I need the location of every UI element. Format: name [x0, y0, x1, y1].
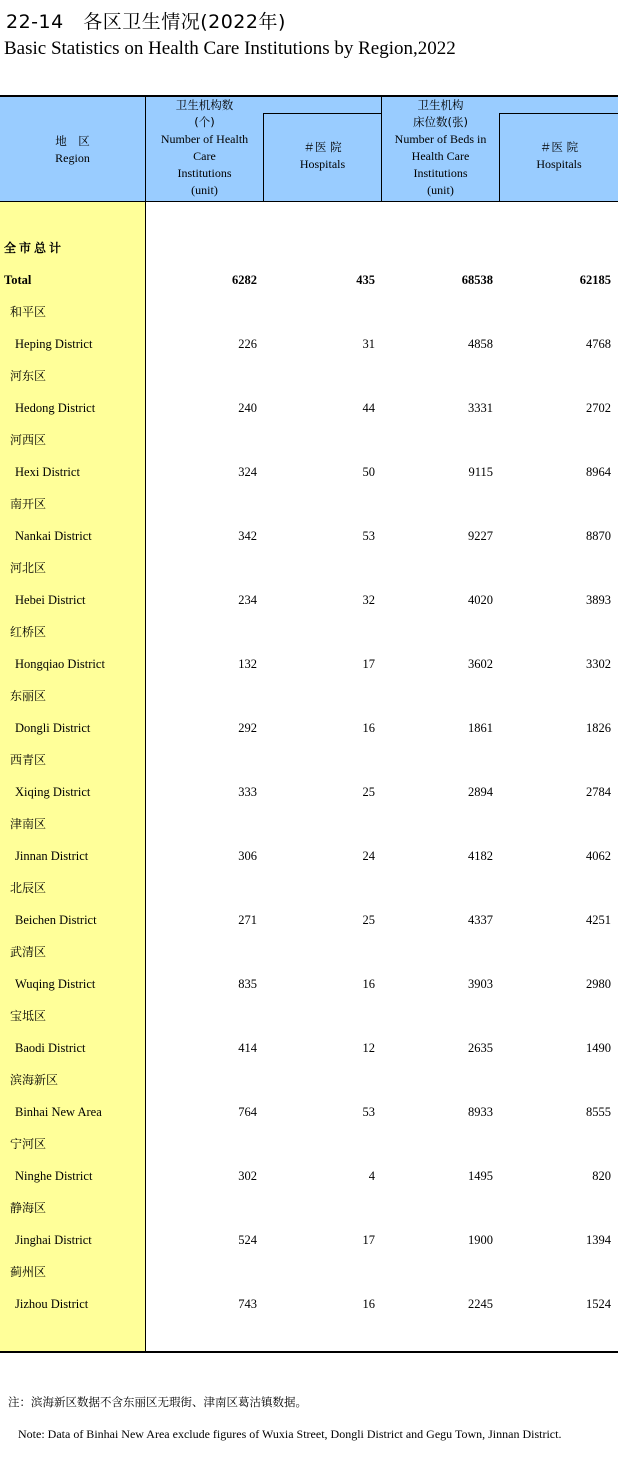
institutions-value: 324: [238, 465, 257, 479]
header-beds-en-3: Institutions: [413, 166, 468, 180]
district-name-cn: 河西区: [10, 433, 47, 447]
district-name-en: Hongqiao District: [15, 657, 105, 671]
hospitals-value: 31: [362, 337, 375, 351]
hospital-beds-value: 1490: [586, 1041, 611, 1055]
beds-value: 9227: [468, 529, 493, 543]
table-row: [0, 1102, 618, 1122]
hospital-beds-value: 8555: [586, 1105, 611, 1119]
hospital-beds-value: 1826: [586, 721, 611, 735]
table-row: [0, 334, 618, 354]
hospitals-value: 12: [362, 1041, 375, 1055]
hospitals-value: 16: [362, 1297, 375, 1311]
institutions-value: 414: [238, 1041, 257, 1055]
district-name-en: Ninghe District: [15, 1169, 93, 1183]
total-hospitals: 435: [356, 273, 375, 287]
beds-value: 4020: [468, 593, 493, 607]
total-label-row-cn: [0, 238, 618, 258]
beds-value: 8933: [468, 1105, 493, 1119]
district-name-cn: 宁河区: [10, 1137, 47, 1151]
hospitals-value: 53: [362, 1105, 375, 1119]
header-sub-rule-1: [263, 113, 381, 114]
beds-value: 3602: [468, 657, 493, 671]
header-hospitals-2-en: Hospitals: [536, 157, 582, 171]
district-label-row-cn: [0, 814, 618, 834]
district-label-row-cn: [0, 878, 618, 898]
hospitals-value: 53: [362, 529, 375, 543]
district-name-cn: 滨海新区: [10, 1073, 59, 1087]
statistics-table: [0, 95, 618, 1353]
beds-value: 2245: [468, 1297, 493, 1311]
hospitals-value: 44: [362, 401, 375, 415]
hospital-beds-value: 4062: [586, 849, 611, 863]
table-bottom-rule: [0, 1351, 618, 1353]
district-name-en: Hebei District: [15, 593, 86, 607]
district-label-row-cn: [0, 558, 618, 578]
beds-value: 2894: [468, 785, 493, 799]
table-row: [0, 1230, 618, 1250]
district-name-en: Jizhou District: [15, 1297, 89, 1311]
hospital-beds-value: 8870: [586, 529, 611, 543]
table-title-english: Basic Statistics on Health Care Institutions by Region,2022: [4, 38, 456, 59]
hospitals-value: 17: [362, 657, 375, 671]
table-top-rule: [0, 95, 618, 97]
header-hospitals-1: [264, 139, 381, 173]
institutions-value: 302: [238, 1169, 257, 1183]
table-row: [0, 974, 618, 994]
hospital-beds-value: 1394: [586, 1233, 611, 1247]
district-name-en: Wuqing District: [15, 977, 96, 991]
header-institutions-unit-cn: (个): [194, 115, 215, 129]
district-name-cn: 北辰区: [10, 881, 47, 895]
hospitals-value: 32: [362, 593, 375, 607]
district-label-row-cn: [0, 1134, 618, 1154]
header-beds-en-2: Health Care: [411, 149, 470, 163]
district-label-row-cn: [0, 430, 618, 450]
institutions-value: 333: [238, 785, 257, 799]
table-row: [0, 654, 618, 674]
header-region-cn: 地 区: [55, 134, 90, 148]
district-name-en: Nankai District: [15, 529, 92, 543]
header-beds-cn-1: 卫生机构: [417, 98, 464, 112]
hospital-beds-value: 820: [592, 1169, 611, 1183]
total-hospital-beds: 62185: [579, 273, 611, 287]
institutions-value: 524: [238, 1233, 257, 1247]
institutions-value: 271: [238, 913, 257, 927]
district-name-en: Dongli District: [15, 721, 91, 735]
district-name-cn: 武清区: [10, 945, 47, 959]
hospitals-value: 16: [362, 721, 375, 735]
district-name-cn: 津南区: [10, 817, 47, 831]
hospitals-value: 24: [362, 849, 375, 863]
header-hospitals-2-cn: ＃医 院: [539, 140, 579, 154]
header-beds: [382, 97, 499, 199]
district-label-row-cn: [0, 366, 618, 386]
header-sub-rule-2: [499, 113, 618, 114]
district-label-row-cn: [0, 1262, 618, 1282]
hospital-beds-value: 1524: [586, 1297, 611, 1311]
beds-value: 9115: [468, 465, 493, 479]
district-label-row-cn: [0, 750, 618, 770]
district-label-row-cn: [0, 1198, 618, 1218]
district-name-cn: 河东区: [10, 369, 47, 383]
total-row: [0, 270, 618, 290]
footnote-english: Note: Data of Binhai New Area exclude figures of Wuxia Street, Dongli District and Gegu Town, Jinnan District.: [18, 1427, 562, 1441]
hospital-beds-value: 2702: [586, 401, 611, 415]
institutions-value: 226: [238, 337, 257, 351]
table-row: [0, 1038, 618, 1058]
header-beds-en-4: (unit): [427, 183, 454, 197]
table-row: [0, 590, 618, 610]
table-row: [0, 1294, 618, 1314]
district-label-row-cn: [0, 494, 618, 514]
table-row: [0, 910, 618, 930]
table-row: [0, 782, 618, 802]
institutions-value: 234: [238, 593, 257, 607]
institutions-value: 764: [238, 1105, 257, 1119]
district-name-cn: 宝坻区: [10, 1009, 47, 1023]
institutions-value: 342: [238, 529, 257, 543]
district-name-cn: 和平区: [10, 305, 47, 319]
header-region: [0, 133, 145, 167]
table-row: [0, 1166, 618, 1186]
beds-value: 3331: [468, 401, 493, 415]
header-bottom-rule: [0, 201, 618, 202]
district-name-cn: 红桥区: [10, 625, 47, 639]
district-label-row-cn: [0, 622, 618, 642]
district-label-row-cn: [0, 1070, 618, 1090]
hospitals-value: 4: [368, 1169, 375, 1183]
beds-value: 1900: [468, 1233, 493, 1247]
table-row: [0, 718, 618, 738]
hospital-beds-value: 2784: [586, 785, 611, 799]
district-name-en: Hexi District: [15, 465, 80, 479]
institutions-value: 306: [238, 849, 257, 863]
institutions-value: 132: [238, 657, 257, 671]
total-beds: 68538: [461, 273, 493, 287]
header-institutions-cn: 卫生机构数: [175, 98, 234, 112]
header-institutions-en-1: Number of Health: [160, 132, 249, 146]
header-institutions-en-3: Institutions: [177, 166, 232, 180]
hospital-beds-value: 4768: [586, 337, 611, 351]
table-title-chinese: 22-14 各区卫生情况(2022年): [6, 11, 286, 33]
district-label-row-cn: [0, 686, 618, 706]
footnote-chinese: 注：滨海新区数据不含东丽区无瑕街、津南区葛沽镇数据。: [8, 1395, 307, 1409]
beds-value: 2635: [468, 1041, 493, 1055]
total-label-cn: 全市总计: [4, 241, 65, 255]
hospitals-value: 17: [362, 1233, 375, 1247]
beds-value: 1861: [468, 721, 493, 735]
header-beds-cn-2: 床位数(张): [413, 115, 468, 129]
header-hospitals-2: [500, 139, 618, 173]
beds-value: 3903: [468, 977, 493, 991]
district-name-cn: 东丽区: [10, 689, 47, 703]
district-name-cn: 西青区: [10, 753, 47, 767]
district-name-en: Hedong District: [15, 401, 96, 415]
district-name-en: Beichen District: [15, 913, 97, 927]
district-name-cn: 河北区: [10, 561, 47, 575]
hospital-beds-value: 3302: [586, 657, 611, 671]
beds-value: 4337: [468, 913, 493, 927]
table-row: [0, 846, 618, 866]
table-row: [0, 526, 618, 546]
hospital-beds-value: 4251: [586, 913, 611, 927]
header-hospitals-1-en: Hospitals: [299, 157, 346, 171]
district-name-cn: 南开区: [10, 497, 47, 511]
institutions-value: 240: [238, 401, 257, 415]
header-institutions-en-4: (unit): [191, 183, 218, 197]
district-name-en: Jinnan District: [15, 849, 89, 863]
table-row: [0, 398, 618, 418]
district-label-row-cn: [0, 942, 618, 962]
beds-value: 4182: [468, 849, 493, 863]
total-institutions: 6282: [232, 273, 257, 287]
hospitals-value: 50: [362, 465, 375, 479]
district-name-cn: 蓟州区: [10, 1265, 47, 1279]
district-name-en: Jinghai District: [15, 1233, 92, 1247]
header-hospitals-1-cn: ＃医 院: [303, 140, 342, 154]
beds-value: 1495: [468, 1169, 493, 1183]
district-name-en: Xiqing District: [15, 785, 91, 799]
institutions-value: 743: [238, 1297, 257, 1311]
hospital-beds-value: 2980: [586, 977, 611, 991]
district-name-en: Heping District: [15, 337, 93, 351]
hospitals-value: 16: [362, 977, 375, 991]
hospitals-value: 25: [362, 785, 375, 799]
district-name-en: Baodi District: [15, 1041, 86, 1055]
district-label-row-cn: [0, 1006, 618, 1026]
hospital-beds-value: 3893: [586, 593, 611, 607]
institutions-value: 292: [238, 721, 257, 735]
header-beds-en-1: Number of Beds in: [394, 132, 487, 146]
institutions-value: 835: [238, 977, 257, 991]
header-region-en: Region: [55, 151, 90, 165]
header-institutions: [146, 97, 263, 199]
beds-value: 4858: [468, 337, 493, 351]
district-label-row-cn: [0, 302, 618, 322]
hospitals-value: 25: [362, 913, 375, 927]
district-name-en: Binhai New Area: [15, 1105, 102, 1119]
district-name-cn: 静海区: [10, 1201, 47, 1215]
hospital-beds-value: 8964: [586, 465, 611, 479]
total-label-en: Total: [4, 273, 32, 287]
table-row: [0, 462, 618, 482]
header-institutions-en-2: Care: [193, 149, 216, 163]
